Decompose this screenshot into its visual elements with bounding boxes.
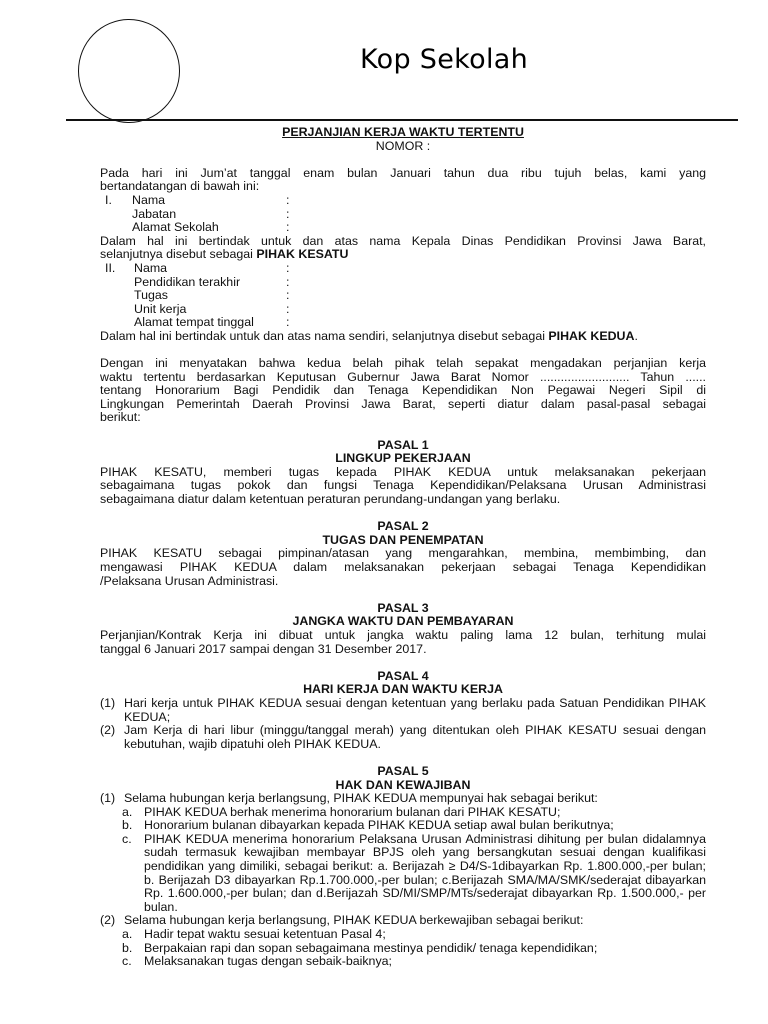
- party-2-field-education: Pendidikan terakhir :: [134, 274, 290, 289]
- pasal-5-duty-b: b. Berpakaian rapi dan sopan sebagaimana mestinya pendidik/ tenaga kependidikan;: [122, 940, 598, 955]
- pasal-3-title: JANGKA WAKTU DAN PEMBAYARAN: [292, 614, 514, 629]
- pasal-5-item-1: (1) Selama hubungan kerja berlangsung, PIHAK KEDUA mempunyai hak sebagai berikut:: [100, 791, 598, 806]
- pasal-2-title: TUGAS DAN PENEMPATAN: [322, 532, 484, 547]
- party-1-field-name: I. Nama :: [105, 192, 290, 207]
- pasal-1-title: LINGKUP PEKERJAAN: [335, 451, 471, 466]
- pasal-5-duty-a: a. Hadir tepat waktu sesuai ketentuan Pasal 4;: [122, 927, 386, 942]
- letterhead-divider: [66, 119, 738, 121]
- pasal-1-line-3: sebagaimana diatur dalam ketentuan peraturan perundang-undangan yang berlaku.: [100, 492, 561, 507]
- pasal-5-right-c: c. PIHAK KEDUA menerima honorarium Pelaksana Urusan Administrasi dihitung per bulan didalamnya sudah termasuk kewajiban membayar BPJS oleh yang bersangkutan sesuai dengan kualifikasi pendidikan yang dimiliki, sebagai berikut: a. Berijazah ≥ D4/S-1dibayarkan Rp. 1.800.000,-per bulan; b. Berijazah D3 dibayarkan Rp.1.700.000,-per bulan; c.Berijazah SMA/MA/SMK/sederajat dibayarkan Rp. 1.600.000,-per bulan; dan d.Berijazah SD/MI/SMP/MTs/sederajat dibayarkan Rp. 1.500.000,- per bulan.: [122, 831, 706, 914]
- agreement-line-2: waktu tertentu berdasarkan Keputusan Gubernur Jawa Barat Nomor .......................... Tahun ......: [100, 370, 706, 384]
- document-title: PERJANJIAN KERJA WAKTU TERTENTU: [282, 125, 524, 139]
- agreement-line-1: Dengan ini menyatakan bahwa kedua belah pihak telah sepakat mengadakan perjanjian kerja: [100, 357, 706, 371]
- intro-line-1: Pada hari ini Jum’at tanggal enam bulan Januari tahun dua ribu tujuh belas, kami yang: [100, 166, 706, 180]
- party-2-representation: Dalam hal ini bertindak untuk dan atas nama sendiri, selanjutnya disebut sebagai PIHAK KEDUA.: [100, 328, 638, 343]
- party-1-representation-line-2: selanjutnya disebut sebagai PIHAK KESATU: [100, 247, 349, 262]
- intro-line-2: bertandatangan di bawah ini:: [100, 179, 260, 194]
- letterhead-title: Kop Sekolah: [360, 44, 529, 75]
- pasal-4-item-1: (1) Hari kerja untuk PIHAK KEDUA sesuai dengan ketentuan yang berlaku pada Satuan Pendidikan PIHAK KEDUA;: [100, 695, 706, 724]
- agreement-line-3: tentang Honorarium Bagi Pendidik dan Tenaga Kependidikan Non Pegawai Negeri Sipil di: [100, 384, 706, 398]
- pasal-4-title: HARI KERJA DAN WAKTU KERJA: [303, 682, 503, 697]
- agreement-line-4: Lingkungan Pemerintah Daerah Provinsi Jawa Barat, seperti diatur dalam pasal-pasal sebagai: [100, 397, 706, 411]
- party-2-number: II.: [105, 260, 116, 275]
- party-1-number: I.: [105, 192, 112, 207]
- pasal-5-duty-c: c. Melaksanakan tugas dengan sebaik-baiknya;: [122, 954, 392, 969]
- party-1-representation-line-1: Dalam hal ini bertindak untuk dan atas nama Kepala Dinas Pendidikan Provinsi Jawa Barat,: [100, 234, 706, 248]
- party-2-field-name: II. Nama :: [105, 260, 290, 275]
- pasal-4-item-2: (2) Jam Kerja di hari libur (minggu/tanggal merah) yang ditentukan oleh PIHAK KESATU sesuai dengan kebutuhan, wajib dipatuhi oleh PIHAK KEDUA.: [100, 723, 706, 751]
- pasal-1-number: PASAL 1: [377, 437, 429, 452]
- pasal-5-title: HAK DAN KEWAJIBAN: [335, 777, 471, 792]
- agreement-line-5: berikut:: [100, 410, 141, 425]
- pasal-4-number: PASAL 4: [377, 668, 429, 683]
- pasal-2-line-1: PIHAK KESATU sebagai pimpinan/atasan yang mengarahkan, membina, membimbing, dan: [100, 547, 706, 561]
- party-1-field-school-address: Alamat Sekolah :: [132, 220, 290, 235]
- party-1-field-position: Jabatan :: [132, 206, 290, 221]
- school-logo-placeholder: [78, 19, 180, 123]
- pasal-5-number: PASAL 5: [377, 763, 429, 778]
- pasal-1-line-1: PIHAK KESATU, memberi tugas kepada PIHAK KEDUA untuk melaksanakan pekerjaan: [100, 465, 706, 479]
- party-2-field-work-unit: Unit kerja :: [134, 301, 290, 316]
- pihak-kedua-label: PIHAK KEDUA: [548, 328, 635, 343]
- party-2-field-address: Alamat tempat tinggal :: [134, 315, 290, 330]
- pasal-2-line-3: /Pelaksana Urusan Administrasi.: [100, 573, 279, 588]
- pasal-3-line-2: tanggal 6 Januari 2017 sampai dengan 31 Desember 2017.: [100, 641, 427, 656]
- pasal-3-number: PASAL 3: [377, 600, 429, 615]
- pasal-5-right-a: a. PIHAK KEDUA berhak menerima honorarium bulanan dari PIHAK KESATU;: [122, 804, 561, 819]
- party-2-field-task: Tugas :: [134, 288, 290, 303]
- pasal-5-item-2: (2) Selama hubungan kerja berlangsung, PIHAK KEDUA berkewajiban sebagai berikut:: [100, 913, 584, 928]
- pasal-1-line-2: sebagaimana tugas pokok dan fungsi Tenaga Kependidikan/Pelaksana Urusan Administrasi: [100, 479, 706, 493]
- pasal-2-line-2: mengawasi PIHAK KEDUA dalam melaksanakan pekerjaan sebagai Tenaga Kependidikan: [100, 561, 706, 574]
- pasal-5-right-b: b. Honorarium bulanan dibayarkan kepada PIHAK KEDUA setiap awal bulan berikutnya;: [122, 818, 614, 833]
- pasal-3-line-1: Perjanjian/Kontrak Kerja ini dibuat untuk jangka waktu paling lama 12 bulan, terhitung mulai: [100, 628, 706, 642]
- pihak-kesatu-label: PIHAK KESATU: [256, 247, 349, 262]
- pasal-2-number: PASAL 2: [377, 519, 429, 534]
- document-body: [100, 126, 706, 969]
- document-number: NOMOR :: [375, 138, 431, 153]
